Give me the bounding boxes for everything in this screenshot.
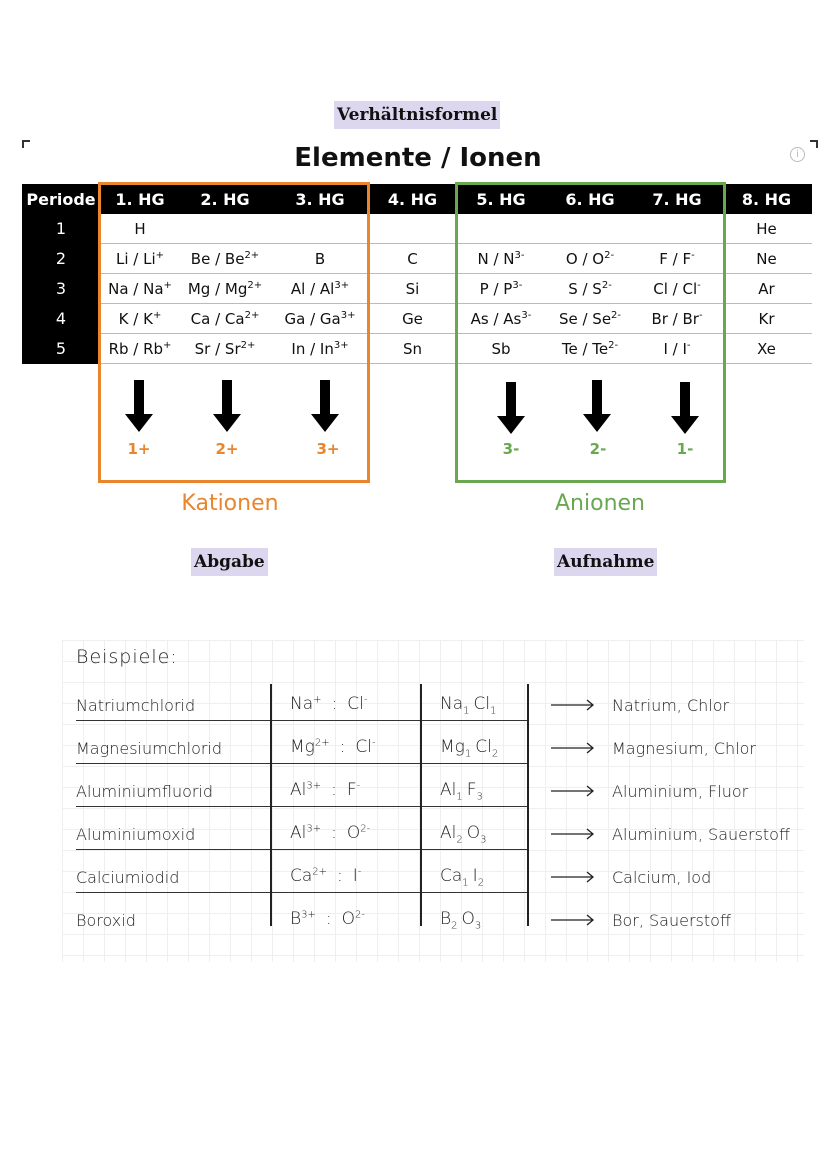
compound-name: Aluminiumoxid xyxy=(76,825,196,844)
anion-charge: 2- xyxy=(360,823,371,835)
compound-name: Boroxid xyxy=(76,911,136,930)
element-symbol: In / In xyxy=(291,339,334,358)
formula-element: O xyxy=(461,909,475,929)
element-symbol: Ga / Ga xyxy=(284,309,341,328)
example-row xyxy=(62,899,804,942)
ratio-formula xyxy=(440,909,481,931)
element-symbol: Na / Na xyxy=(108,279,164,298)
element-symbol: Be / Be xyxy=(190,249,245,268)
ion-ratio: $B^{3+}$ : $O^{2-}$ xyxy=(290,909,365,929)
table-header-cell: 5. HG xyxy=(455,184,547,214)
element-cell xyxy=(370,244,455,274)
table-header-cell: 6. HG xyxy=(547,184,633,214)
element-cell xyxy=(721,334,812,364)
element-symbol: Sb xyxy=(491,339,511,358)
arrow-right-icon xyxy=(551,742,595,754)
element-symbol: Ca / Ca xyxy=(190,309,245,328)
anion-charge: - xyxy=(357,866,362,878)
formula-index: 2 xyxy=(477,877,485,889)
ion-charge: 2+ xyxy=(244,249,260,261)
element-names: Natrium, Chlor xyxy=(612,696,730,715)
element-names: Bor, Sauerstoff xyxy=(612,911,731,930)
compound-name: Magnesiumchlorid xyxy=(76,739,223,758)
cation-symbol: Al xyxy=(290,823,307,843)
ion-charge: 2- xyxy=(611,309,622,321)
cation-charge: 2+ xyxy=(312,866,328,878)
formula-element: Al xyxy=(440,823,457,843)
anion-charge: - xyxy=(371,737,376,749)
ratio-formula xyxy=(440,866,484,888)
anion-symbol: I xyxy=(352,866,358,886)
element-symbol: Li / Li xyxy=(115,249,156,268)
slide-title: Elemente / Ionen xyxy=(294,143,542,173)
ratio-formula xyxy=(440,823,487,845)
ion-charge: + xyxy=(155,249,165,261)
cation-charge: 3+ xyxy=(301,909,316,921)
ion-charge: + xyxy=(152,309,162,321)
ion-charge: + xyxy=(163,279,172,291)
ion-charge: - xyxy=(697,279,701,291)
formula-index: 2 xyxy=(491,748,499,760)
cation-symbol: Mg xyxy=(290,737,315,757)
table-header-cell: 7. HG xyxy=(633,184,721,214)
arrow-right-icon xyxy=(551,871,595,883)
formula-index: 2 xyxy=(451,920,458,932)
formula-index: 3 xyxy=(474,920,482,932)
period-cell: 2 xyxy=(22,244,100,274)
element-symbol: Ge xyxy=(402,309,423,328)
cation-label: Kationen xyxy=(181,491,279,516)
ratio-formula xyxy=(440,737,498,759)
formula-element: I xyxy=(472,866,478,886)
ion-charge: 2+ xyxy=(247,279,263,291)
formula-index: 1 xyxy=(462,877,469,889)
element-symbol: Sn xyxy=(402,339,423,358)
compound-name: Aluminiumfluorid xyxy=(76,782,214,801)
period-cell: 4 xyxy=(22,304,100,334)
element-symbol: I / I xyxy=(663,339,687,358)
formula-index: 1 xyxy=(456,791,463,803)
table-header-cell: 4. HG xyxy=(370,184,455,214)
anion-charge: - xyxy=(356,780,361,792)
anion-charge: 3- xyxy=(502,440,520,458)
ratio-formula xyxy=(440,694,496,716)
row-underline xyxy=(76,720,528,721)
table-header-cell: 3. HG xyxy=(270,184,370,214)
anion-symbol: Cl xyxy=(347,694,364,714)
formula-element: F xyxy=(466,780,477,800)
element-symbol: Cl / Cl xyxy=(653,279,698,298)
ion-charge: 2- xyxy=(604,249,615,261)
anion-charge: 2- xyxy=(355,909,365,921)
cation-charge: + xyxy=(313,694,322,706)
ion-charge: 3- xyxy=(512,279,523,291)
ion-ratio: $Mg^{2+}$ : Cl- xyxy=(290,737,376,757)
ion-charge: 2- xyxy=(601,279,612,291)
anion-symbol: O xyxy=(346,823,361,843)
title-tag: Verhältnisformel xyxy=(334,101,500,129)
ion-charge: + xyxy=(163,339,172,351)
element-cell xyxy=(721,244,812,274)
element-symbol: Te / Te xyxy=(561,339,609,358)
formula-element: O xyxy=(466,823,481,843)
formula-element: Ca xyxy=(440,866,463,886)
table-header-cell: 8. HG xyxy=(721,184,812,214)
formula-index: 1 xyxy=(464,748,472,760)
element-symbol: Se / Se xyxy=(558,309,612,328)
cation-charge: 2+ xyxy=(215,440,239,458)
arrow-down-icon xyxy=(124,380,154,432)
ion-charge: 2+ xyxy=(244,309,260,321)
ion-ratio: $Al^{3+}$ : F- xyxy=(290,780,361,800)
ion-charge: 3+ xyxy=(334,279,350,291)
element-cell xyxy=(721,304,812,334)
arrow-right-icon xyxy=(551,828,595,840)
element-symbol: K / K xyxy=(118,309,153,328)
element-cell xyxy=(370,304,455,334)
ion-charge: - xyxy=(686,339,691,351)
arrow-down-icon xyxy=(310,380,340,432)
element-cell xyxy=(721,274,812,304)
aufnahme-tag: Aufnahme xyxy=(554,548,657,576)
element-symbol: B xyxy=(314,249,326,268)
arrow-down-icon xyxy=(670,382,700,434)
anion-group-box xyxy=(455,182,726,483)
info-icon[interactable]: i xyxy=(790,147,805,162)
ion-charge: 2- xyxy=(608,339,619,351)
anion-charge: 1- xyxy=(676,440,694,458)
element-symbol: P / P xyxy=(479,279,513,298)
anion-symbol: Cl xyxy=(355,737,372,757)
cation-symbol: B xyxy=(290,909,302,929)
element-symbol: Br / Br xyxy=(651,309,699,328)
anion-symbol: O xyxy=(341,909,356,929)
element-cell xyxy=(370,214,455,244)
ion-ratio: Na+ : Cl- xyxy=(290,694,368,714)
ion-charge: 3- xyxy=(514,249,525,261)
element-symbol: Kr xyxy=(758,309,775,328)
ion-charge: 3+ xyxy=(333,339,349,351)
period-cell: 1 xyxy=(22,214,100,244)
arrow-down-icon xyxy=(582,380,612,432)
formula-element: B xyxy=(440,909,452,929)
ion-charge: - xyxy=(691,249,695,261)
period-cell: 3 xyxy=(22,274,100,304)
arrow-down-icon xyxy=(212,380,242,432)
examples-heading: Beispiele: xyxy=(76,646,178,668)
anion-charge: 2- xyxy=(589,440,607,458)
row-underline xyxy=(76,849,528,850)
compound-name: Calciumiodid xyxy=(76,868,180,887)
ion-charge: - xyxy=(698,309,703,321)
formula-element: Na xyxy=(440,694,464,714)
cation-group-box xyxy=(98,182,370,483)
element-symbol: C xyxy=(407,249,418,268)
row-underline xyxy=(76,892,528,893)
period-cell: 5 xyxy=(22,334,100,364)
column-divider xyxy=(527,684,529,926)
ion-ratio: $Al^{3+}$ : $O^{2-}$ xyxy=(290,823,371,843)
arrow-down-icon xyxy=(496,382,526,434)
formula-index: 1 xyxy=(463,705,470,717)
element-symbol: Mg / Mg xyxy=(187,279,248,298)
element-cell xyxy=(721,214,812,244)
cation-symbol: Ca xyxy=(290,866,313,886)
abgabe-tag: Abgabe xyxy=(191,548,268,576)
formula-element: Cl xyxy=(473,694,491,714)
anion-charge: - xyxy=(363,694,368,706)
cation-symbol: Al xyxy=(290,780,307,800)
element-symbol: As / As xyxy=(470,309,522,328)
row-underline xyxy=(76,806,528,807)
element-symbol: Ar xyxy=(758,279,775,298)
arrow-right-icon xyxy=(551,699,595,711)
cation-charge: 3+ xyxy=(306,780,322,792)
element-names: Aluminium, Sauerstoff xyxy=(612,825,790,844)
element-cell xyxy=(370,274,455,304)
formula-index: 3 xyxy=(476,791,483,803)
arrow-right-icon xyxy=(551,785,595,797)
formula-index: 1 xyxy=(490,705,497,717)
table-header-cell: 1. HG xyxy=(100,184,180,214)
element-symbol: H xyxy=(134,219,146,238)
anion-label: Anionen xyxy=(555,491,645,516)
ratio-formula xyxy=(440,780,483,802)
table-header-cell: Periode xyxy=(22,184,100,214)
ion-ratio: $Ca^{2+}$ : I- xyxy=(290,866,362,886)
element-symbol: F / F xyxy=(659,249,692,268)
element-symbol: Ne xyxy=(756,249,777,268)
element-names: Magnesium, Chlor xyxy=(612,739,756,758)
element-symbol: Si xyxy=(405,279,420,298)
element-symbol: O / O xyxy=(565,249,605,268)
examples-notes xyxy=(62,640,804,962)
formula-element: Mg xyxy=(440,737,465,757)
element-cell xyxy=(370,334,455,364)
cation-charge: 3+ xyxy=(316,440,340,458)
element-symbol: Al / Al xyxy=(290,279,335,298)
formula-index: 2 xyxy=(456,834,463,846)
ion-charge: 3+ xyxy=(340,309,356,321)
formula-element: Al xyxy=(440,780,457,800)
compound-name: Natriumchlorid xyxy=(76,696,196,715)
element-names: Aluminium, Fluor xyxy=(612,782,749,801)
element-symbol: Sr / Sr xyxy=(194,339,241,358)
anion-symbol: F xyxy=(346,780,357,800)
ion-charge: 3- xyxy=(521,309,532,321)
cation-charge: 1+ xyxy=(127,440,151,458)
element-symbol: N / N xyxy=(477,249,515,268)
element-names: Calcium, Iod xyxy=(612,868,712,887)
arrow-right-icon xyxy=(551,914,595,926)
cation-charge: 2+ xyxy=(314,737,330,749)
table-header-cell: 2. HG xyxy=(180,184,270,214)
row-underline xyxy=(76,763,528,764)
element-symbol: He xyxy=(756,219,777,238)
column-divider xyxy=(420,684,422,926)
column-divider xyxy=(270,684,272,926)
element-symbol: Xe xyxy=(757,339,776,358)
cation-symbol: Na xyxy=(290,694,314,714)
cation-charge: 3+ xyxy=(306,823,322,835)
element-symbol: Rb / Rb xyxy=(108,339,164,358)
ion-charge: 2+ xyxy=(240,339,256,351)
element-symbol: S / S xyxy=(568,279,602,298)
formula-element: Cl xyxy=(475,737,492,757)
formula-index: 3 xyxy=(480,834,487,846)
